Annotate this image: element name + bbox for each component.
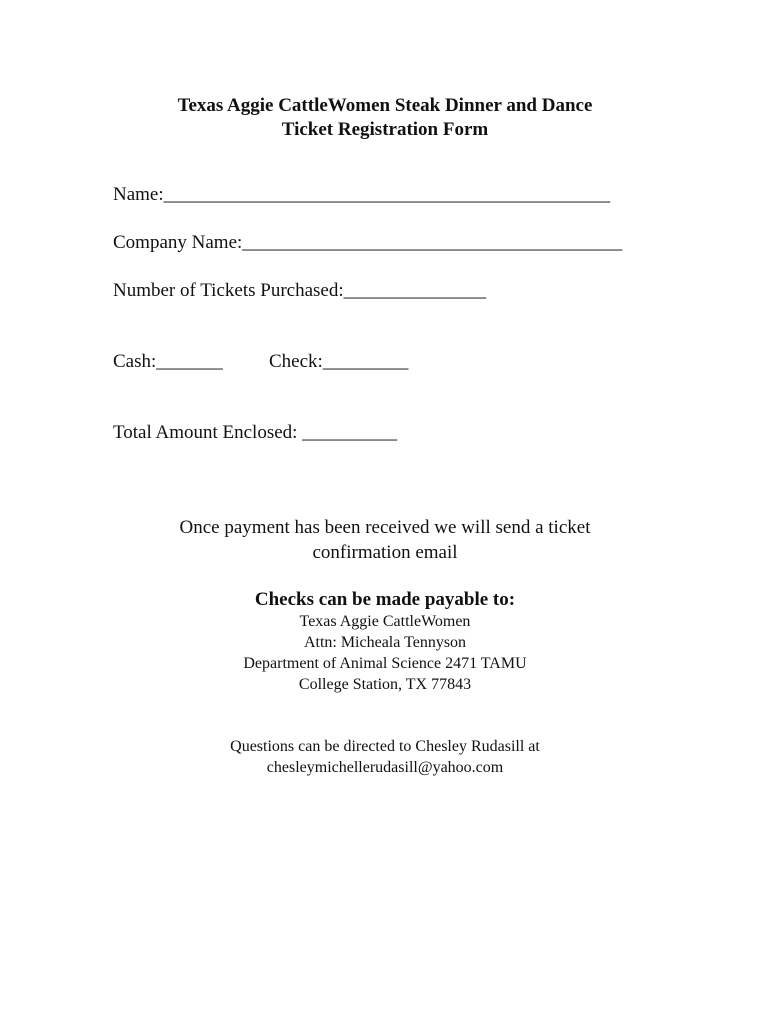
contact-line: Questions can be directed to Chesley Rudasill at xyxy=(230,738,540,755)
contact-email[interactable]: chesleymichellerudasill@yahoo.com xyxy=(266,759,504,776)
payable-address-line: Texas Aggie CattleWomen xyxy=(299,613,471,630)
name-field: Name:_______________________________________________ xyxy=(113,184,611,205)
payable-address-line: College Station, TX 77843 xyxy=(298,676,472,693)
payment-notice-line-1: Once payment has been received we will send a ticket xyxy=(179,517,591,538)
tickets-purchased-field: Number of Tickets Purchased:_______________ xyxy=(113,280,487,301)
form-title-line-1: Texas Aggie CattleWomen Steak Dinner and Dance xyxy=(177,95,593,116)
payable-heading: Checks can be made payable to: xyxy=(254,589,516,610)
payable-address-line: Attn: Micheala Tennyson xyxy=(303,634,467,651)
check-field: Check:_________ xyxy=(269,351,409,372)
form-title-line-2: Ticket Registration Form xyxy=(281,119,489,140)
total-amount-field: Total Amount Enclosed: __________ xyxy=(113,422,398,443)
payable-address-line: Department of Animal Science 2471 TAMU xyxy=(243,655,527,672)
cash-field: Cash:_______ xyxy=(113,351,223,372)
company-name-field: Company Name:________________________________________ xyxy=(113,232,623,253)
payment-notice-line-2: confirmation email xyxy=(312,542,458,563)
